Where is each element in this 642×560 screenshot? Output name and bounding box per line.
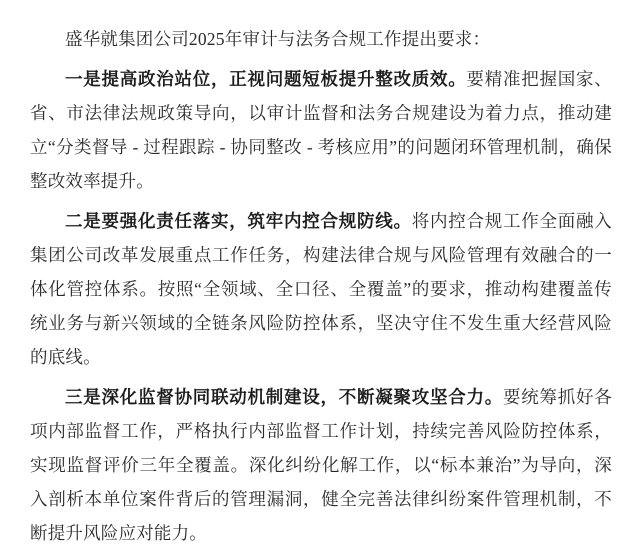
paragraph-point-three <box>30 380 612 550</box>
paragraph-lead: 三是深化监督协同联动机制建设，不断凝聚攻坚合力。 <box>65 387 504 407</box>
paragraph-lead: 二是要强化责任落实，筑牢内控合规防线。 <box>65 211 412 231</box>
paragraph-lead: 一是提高政治站位，正视问题短板提升整改质效。 <box>65 69 467 89</box>
paragraph-body: 要精准把握国家、省、市法律法规政策导向，以审计监督和法务合规建设为着力点，推动建立“分类督导 - 过程跟踪 - 协同整改 - 考核应用”的问题闭环管理机制，确保整改效率提升。 <box>30 69 612 191</box>
paragraph-point-two <box>30 204 612 374</box>
paragraph-point-one <box>30 62 612 198</box>
paragraph-intro <box>30 22 612 56</box>
paragraph-body: 将内控合规工作全面融入集团公司改革发展重点工作任务，构建法律合规与风险管理有效融合的一体化管控体系。按照“全领域、全口径、全覆盖”的要求，推动构建覆盖传统业务与新兴领域的全链条风险防控体系，坚决守住不发生重大经营风险的底线。 <box>30 211 612 367</box>
paragraph-body: 要统筹抓好各项内部监督工作，严格执行内部监督工作计划，持续完善风险防控体系，实现监督评价三年全覆盖。深化纠纷化解工作，以“标本兼治”为导向，深入剖析本单位案件背后的管理漏洞，健全完善法律纠纷案件管理机制，不断提升风险应对能力。 <box>30 387 612 543</box>
paragraph-body: 盛华就集团公司2025年审计与法务合规工作提出要求： <box>65 29 491 49</box>
